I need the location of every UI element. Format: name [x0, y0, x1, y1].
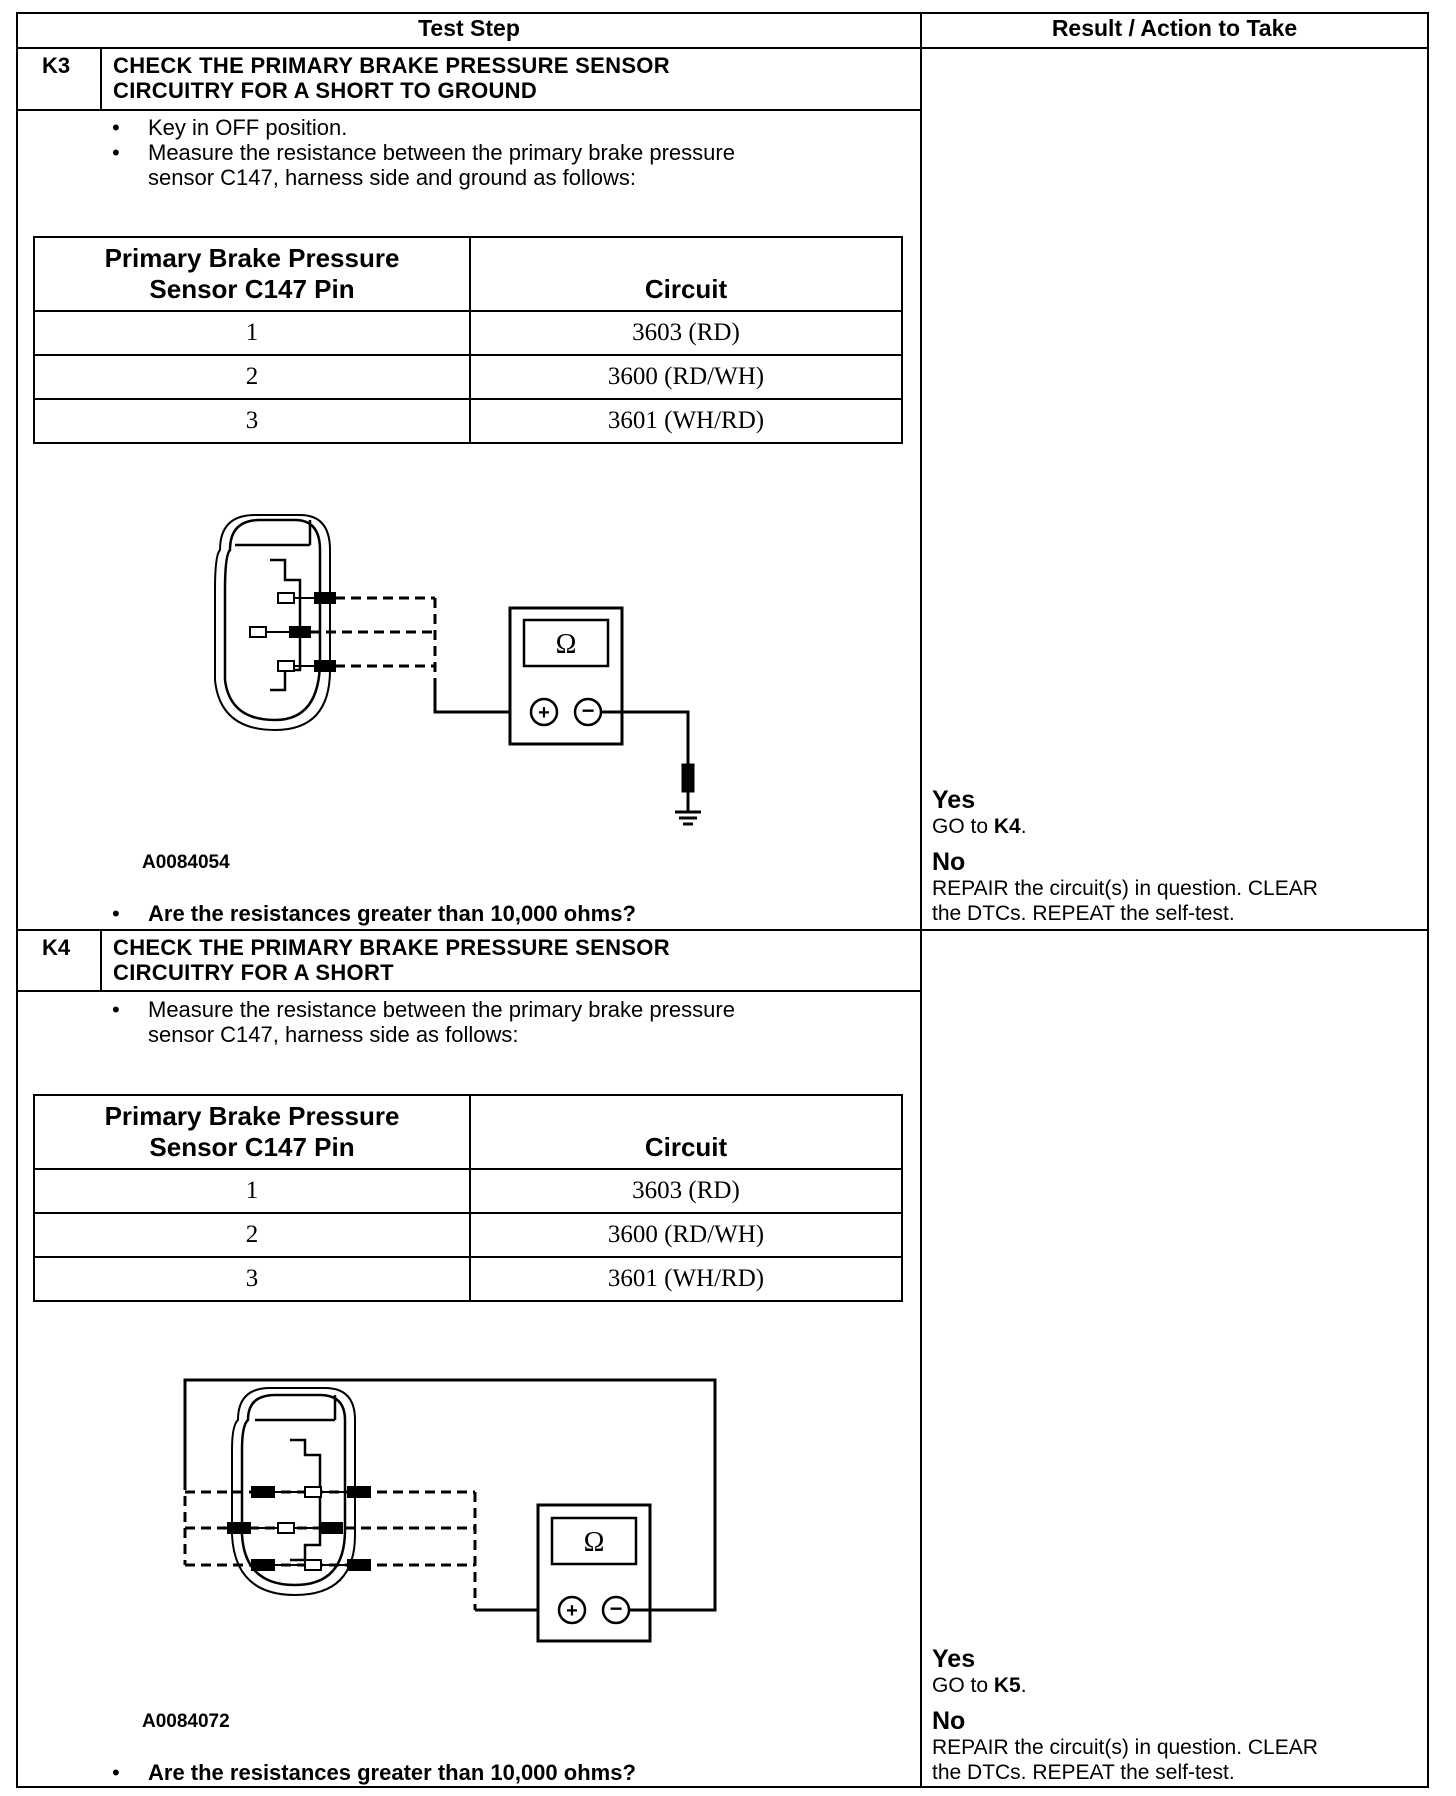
yes-action: GO to K5.: [932, 1674, 1027, 1697]
yes-action: GO to K4.: [932, 815, 1027, 838]
table-row: 2 3600 (RD/WH): [34, 1213, 902, 1257]
table-row: 3 3601 (WH/RD): [34, 399, 902, 443]
table-row: 2 3600 (RD/WH): [34, 355, 902, 399]
jumper-leads: [185, 1480, 475, 1610]
figure-id: A0084054: [142, 852, 230, 873]
goto-link[interactable]: K5: [993, 1674, 1021, 1697]
ohm-symbol: Ω: [555, 629, 577, 660]
table-row: 3 3601 (WH/RD): [34, 1257, 902, 1301]
minus-terminal-icon: −: [609, 1596, 623, 1621]
step-title: CHECK THE PRIMARY BRAKE PRESSURE SENSOR CIRCUITRY FOR A SHORT: [113, 935, 670, 985]
bullet-dot: •: [112, 997, 120, 1022]
pin-table: [33, 236, 903, 444]
connector-c147: [215, 515, 330, 730]
bullet-dot: •: [112, 901, 120, 926]
circuit-column-header: Circuit: [470, 1095, 902, 1169]
table-row: 1 3603 (RD): [34, 1169, 902, 1213]
step-title: CHECK THE PRIMARY BRAKE PRESSURE SENSOR CIRCUITRY FOR A SHORT TO GROUND: [113, 53, 670, 103]
yes-label: Yes: [932, 1645, 976, 1673]
pin-table: [33, 1094, 903, 1302]
bullet-dot: •: [112, 1760, 120, 1785]
yes-label: Yes: [932, 786, 976, 814]
minus-terminal-icon: −: [581, 698, 595, 723]
pin-terminals: [250, 593, 335, 671]
ohmmeter: [538, 1505, 650, 1641]
no-action-line: REPAIR the circuit(s) in question. CLEAR: [932, 877, 1318, 900]
no-label: No: [932, 848, 966, 876]
ground-icon: [675, 765, 701, 824]
no-action-line: REPAIR the circuit(s) in question. CLEAR: [932, 1736, 1318, 1759]
step-id: K3: [42, 53, 71, 78]
no-label: No: [932, 1707, 966, 1735]
pin-column-header: Primary Brake Pressure Sensor C147 Pin: [34, 237, 470, 311]
ohm-symbol: Ω: [583, 1527, 605, 1558]
no-action-line: the DTCs. REPEAT the self-test.: [932, 1761, 1235, 1784]
circuit-column-header: Circuit: [470, 237, 902, 311]
header-result-action: Result / Action to Take: [1051, 15, 1298, 41]
k4-result: [932, 1645, 1318, 1785]
plus-terminal-icon: +: [566, 1600, 578, 1622]
pin-column-header: Primary Brake Pressure Sensor C147 Pin: [34, 1095, 470, 1169]
k3-wiring-diagram: [190, 510, 710, 840]
k4-wiring-diagram: [170, 1370, 730, 1650]
table-row: 1 3603 (RD): [34, 311, 902, 355]
plus-terminal-icon: +: [538, 702, 550, 724]
header-test-step: Test Step: [418, 15, 520, 41]
no-action-line: the DTCs. REPEAT the self-test.: [932, 902, 1235, 925]
goto-link[interactable]: K4: [993, 815, 1021, 838]
figure-id: A0084072: [142, 1711, 230, 1732]
k3-result: [932, 786, 1318, 926]
bullet-dot: •: [112, 140, 120, 165]
step-id: K4: [42, 935, 71, 960]
bullet-dot: •: [112, 115, 120, 140]
